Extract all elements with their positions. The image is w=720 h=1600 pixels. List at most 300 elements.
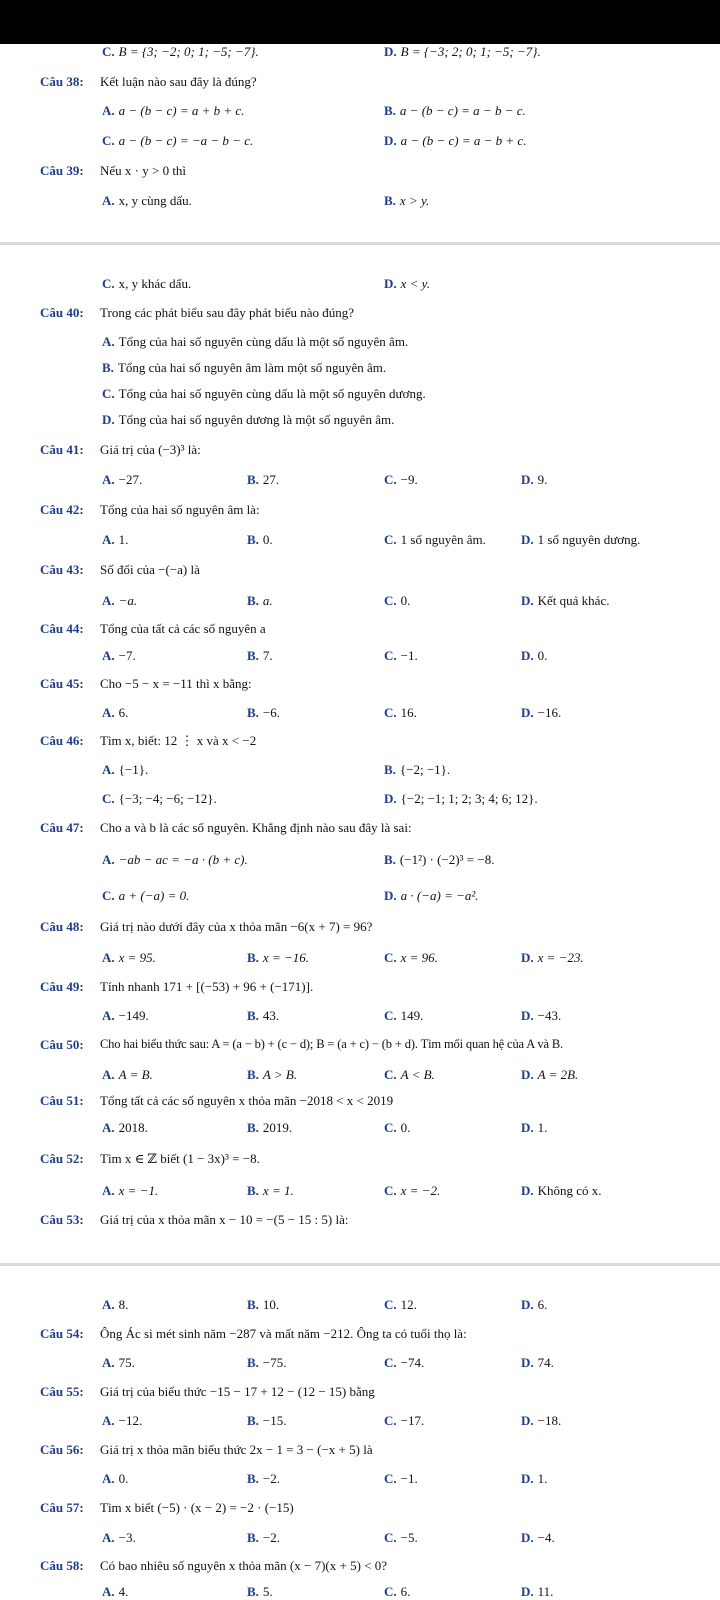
option-b[interactable] (247, 950, 309, 966)
option-text: A < B. (400, 1067, 435, 1082)
option-letter: C. (384, 1008, 397, 1023)
option-text: 27. (262, 472, 280, 487)
question-text: Nếu x · y > 0 thì (100, 163, 187, 178)
option-text: −15. (262, 1413, 287, 1428)
option-a[interactable] (102, 852, 248, 868)
question-label: Câu 58: (40, 1558, 84, 1573)
question-label: Câu 51: (40, 1093, 84, 1108)
option-text: x = 1. (262, 1183, 294, 1198)
option-a[interactable] (102, 1067, 153, 1083)
option-text: x = −16. (262, 950, 309, 965)
option-letter: A. (102, 1120, 115, 1135)
option-text: (−1²) · (−2)³ = −8. (399, 852, 495, 867)
option-text: 7. (262, 648, 273, 663)
option-b[interactable] (247, 1183, 294, 1199)
option-letter: B. (384, 193, 396, 208)
option-text: {−2; −1}. (399, 762, 451, 777)
option-b[interactable] (384, 193, 429, 209)
option-letter: C. (102, 888, 115, 903)
option-text: −43. (537, 1008, 562, 1023)
option-text: 6. (118, 705, 129, 720)
option-letter: C. (384, 648, 397, 663)
option-b[interactable] (384, 852, 494, 868)
option-text: 9. (537, 472, 548, 487)
option-c[interactable] (102, 276, 191, 292)
option-a[interactable] (102, 950, 156, 966)
option-b[interactable] (384, 762, 450, 778)
question-label: Câu 54: (40, 1326, 84, 1341)
option-letter: D. (521, 1530, 534, 1545)
option-letter: C. (384, 1584, 397, 1599)
option-c[interactable] (384, 648, 418, 664)
option-c[interactable] (384, 1530, 418, 1546)
page-divider (0, 242, 720, 245)
option-d[interactable] (384, 133, 526, 149)
option-letter: D. (521, 1413, 534, 1428)
option-letter: C. (384, 1355, 397, 1370)
option-letter: C. (102, 386, 115, 401)
question-text: Ông Ác si mét sinh năm −287 và mất năm −212. Ông ta có tuổi thọ là: (100, 1326, 467, 1341)
option-d[interactable] (521, 705, 561, 721)
question-text: Trong các phát biểu sau đây phát biểu nào đúng? (100, 305, 355, 320)
option-a[interactable] (102, 1584, 128, 1600)
option-text: x, y cùng dấu. (118, 193, 192, 208)
question-label: Câu 46: (40, 733, 84, 748)
option-c[interactable] (102, 386, 426, 402)
option-d[interactable] (521, 472, 547, 488)
question-label: Câu 49: (40, 979, 84, 994)
option-text: x = 96. (400, 950, 438, 965)
option-text: −ab − ac = −a · (b + c). (118, 852, 248, 867)
option-text: A = 2B. (537, 1067, 579, 1082)
option-letter: B. (247, 1530, 259, 1545)
option-d[interactable] (521, 1413, 561, 1429)
option-text: −4. (537, 1530, 555, 1545)
option-letter: B. (247, 593, 259, 608)
option-letter: D. (384, 44, 397, 59)
option-letter: D. (102, 412, 115, 427)
option-c[interactable] (384, 1471, 418, 1487)
option-letter: D. (521, 1067, 534, 1082)
question-label: Câu 57: (40, 1500, 84, 1515)
option-text: −17. (400, 1413, 425, 1428)
option-a[interactable] (102, 472, 142, 488)
option-text: x = −2. (400, 1183, 441, 1198)
option-letter: C. (384, 472, 397, 487)
option-letter: B. (247, 950, 259, 965)
option-letter: D. (521, 1008, 534, 1023)
option-b[interactable] (247, 593, 273, 609)
option-a[interactable] (102, 334, 408, 350)
option-letter: B. (247, 532, 259, 547)
option-letter: D. (521, 648, 534, 663)
option-letter: B. (247, 1183, 259, 1198)
option-letter: C. (102, 133, 115, 148)
option-c[interactable] (384, 1297, 417, 1313)
option-d[interactable] (384, 791, 538, 807)
option-text: −7. (118, 648, 136, 663)
option-letter: B. (247, 1471, 259, 1486)
question-label: Câu 43: (40, 562, 84, 577)
question-label: Câu 50: (40, 1037, 84, 1052)
option-text: 1. (537, 1471, 548, 1486)
option-text: −6. (262, 705, 281, 720)
option-text: x = −23. (537, 950, 584, 965)
option-text: 0. (400, 593, 411, 608)
option-text: x > y. (399, 193, 430, 208)
option-text: −9. (400, 472, 418, 487)
option-letter: D. (384, 791, 397, 806)
question-text: Cho −5 − x = −11 thì x bằng: (100, 676, 252, 691)
option-b[interactable] (247, 1120, 292, 1136)
option-text: 16. (400, 705, 417, 720)
option-text: {−2; −1; 1; 2; 3; 4; 6; 12}. (400, 791, 538, 806)
option-letter: D. (521, 532, 534, 547)
option-text: 1. (537, 1120, 548, 1135)
option-a[interactable] (102, 593, 137, 609)
option-d[interactable] (521, 1120, 547, 1136)
option-c[interactable] (384, 705, 417, 721)
option-letter: C. (384, 1530, 397, 1545)
option-letter: A. (102, 1471, 115, 1486)
option-letter: D. (384, 276, 397, 291)
question-text: Tính nhanh 171 + [(−53) + 96 + (−171)]. (100, 979, 314, 994)
option-d[interactable] (521, 1067, 578, 1083)
option-letter: C. (102, 791, 115, 806)
option-b[interactable] (247, 532, 273, 548)
option-text: −3. (118, 1530, 136, 1545)
option-text: −2. (262, 1471, 281, 1486)
option-letter: A. (102, 593, 115, 608)
question-text: Tổng của hai số nguyên âm là: (100, 502, 260, 517)
option-letter: D. (521, 1584, 534, 1599)
option-text: 149. (400, 1008, 424, 1023)
option-d[interactable] (521, 532, 640, 548)
option-b[interactable] (247, 1008, 279, 1024)
option-c[interactable] (384, 1067, 435, 1083)
question-label: Câu 42: (40, 502, 84, 517)
option-letter: D. (521, 1297, 534, 1312)
option-letter: D. (521, 1120, 534, 1135)
option-d[interactable] (521, 1183, 602, 1199)
option-text: 74. (537, 1355, 554, 1370)
option-b[interactable] (247, 1413, 287, 1429)
option-b[interactable] (247, 1471, 280, 1487)
option-text: a − (b − c) = a − b + c. (400, 133, 527, 148)
option-text: −16. (537, 705, 562, 720)
option-c[interactable] (384, 1183, 440, 1199)
option-d[interactable] (521, 648, 547, 664)
option-letter: A. (102, 1183, 115, 1198)
option-a[interactable] (102, 1120, 148, 1136)
option-text: a − (b − c) = −a − b − c. (118, 133, 254, 148)
option-letter: B. (384, 852, 396, 867)
question-label: Câu 56: (40, 1442, 84, 1457)
option-b[interactable] (247, 1584, 273, 1600)
option-text: −2. (262, 1530, 281, 1545)
option-letter: A. (102, 1413, 115, 1428)
question-text: Tìm x, biết: 12 ⋮ x và x < −2 (100, 733, 257, 748)
option-text: Tổng của hai số nguyên dương là một số nguyên âm. (118, 412, 395, 427)
option-letter: B. (247, 1120, 259, 1135)
option-letter: C. (384, 1413, 397, 1428)
option-letter: D. (521, 593, 534, 608)
option-text: 2018. (118, 1120, 148, 1135)
option-text: 12. (400, 1297, 417, 1312)
option-text: −5. (400, 1530, 418, 1545)
option-c[interactable] (384, 1120, 410, 1136)
question-label: Câu 52: (40, 1151, 84, 1166)
option-letter: A. (102, 705, 115, 720)
option-text: 4. (118, 1584, 129, 1599)
option-letter: D. (384, 133, 397, 148)
option-c[interactable] (384, 1584, 410, 1600)
option-b[interactable] (102, 360, 386, 376)
option-letter: B. (247, 648, 259, 663)
option-c[interactable] (384, 472, 418, 488)
option-text: −74. (400, 1355, 425, 1370)
option-a[interactable] (102, 1471, 128, 1487)
question-text: Giá trị của (−3)³ là: (100, 442, 201, 457)
option-letter: B. (247, 1413, 259, 1428)
question-label: Câu 53: (40, 1212, 84, 1227)
question-text: Tìm x ∈ ℤ biết (1 − 3x)³ = −8. (100, 1151, 260, 1166)
option-text: 8. (118, 1297, 129, 1312)
option-letter: C. (102, 276, 115, 291)
option-d[interactable] (521, 1355, 554, 1371)
question-text: Cho a và b là các số nguyên. Khẳng định nào sau đây là sai: (100, 820, 412, 835)
option-text: 10. (262, 1297, 280, 1312)
question-text: Kết luận nào sau đây là đúng? (100, 74, 257, 89)
option-letter: D. (521, 950, 534, 965)
option-letter: A. (102, 1067, 115, 1082)
question-label: Câu 40: (40, 305, 84, 320)
question-label: Câu 48: (40, 919, 84, 934)
option-c[interactable] (384, 1413, 424, 1429)
question-text: Cho hai biểu thức sau: A = (a − b) + (c − d); B = (a + c) − (b + d). Tìm mối quan hệ của A và B. (100, 1037, 564, 1051)
option-d[interactable] (384, 44, 541, 60)
option-c[interactable] (384, 1355, 424, 1371)
option-text: 0. (262, 532, 273, 547)
option-letter: C. (384, 1067, 397, 1082)
option-text: B = {3; −2; 0; 1; −5; −7}. (118, 44, 259, 59)
option-letter: C. (102, 44, 115, 59)
option-text: Không có x. (537, 1183, 602, 1198)
question-text: Số đối của −(−a) là (100, 562, 200, 577)
option-text: −12. (118, 1413, 143, 1428)
option-c[interactable] (102, 133, 253, 149)
question-label: Câu 39: (40, 163, 84, 178)
option-text: 75. (118, 1355, 135, 1370)
option-a[interactable] (102, 1530, 136, 1546)
option-text: −149. (118, 1008, 149, 1023)
option-letter: A. (102, 1530, 115, 1545)
option-b[interactable] (247, 1297, 279, 1313)
option-a[interactable] (102, 532, 128, 548)
option-text: a. (262, 593, 273, 608)
question-text: Giá trị x thỏa mãn biểu thức 2x − 1 = 3 − (−x + 5) là (100, 1442, 373, 1457)
option-d[interactable] (384, 276, 430, 292)
option-text: {−3; −4; −6; −12}. (118, 791, 217, 806)
question-text: Giá trị của x thỏa mãn x − 10 = −(5 − 15 : 5) là: (100, 1212, 349, 1227)
question-label: Câu 47: (40, 820, 84, 835)
option-text: a − (b − c) = a − b − c. (399, 103, 526, 118)
option-a[interactable] (102, 1413, 142, 1429)
option-letter: A. (102, 852, 115, 867)
option-letter: C. (384, 1120, 397, 1135)
option-a[interactable] (102, 1008, 149, 1024)
option-a[interactable] (102, 705, 128, 721)
option-d[interactable] (384, 888, 479, 904)
option-text: Kết quả khác. (537, 593, 610, 608)
option-letter: B. (384, 762, 396, 777)
option-letter: B. (247, 1297, 259, 1312)
option-text: A = B. (118, 1067, 153, 1082)
question-label: Câu 55: (40, 1384, 84, 1399)
option-text: −18. (537, 1413, 562, 1428)
option-text: 0. (537, 648, 548, 663)
option-letter: B. (247, 1355, 259, 1370)
option-text: −75. (262, 1355, 287, 1370)
option-b[interactable] (247, 1355, 287, 1371)
option-text: 1 số nguyên âm. (400, 532, 486, 547)
option-letter: D. (521, 1471, 534, 1486)
option-d[interactable] (521, 1584, 553, 1600)
option-text: a − (b − c) = a + b + c. (118, 103, 245, 118)
option-c[interactable] (384, 532, 486, 548)
option-b[interactable] (384, 103, 526, 119)
option-c[interactable] (384, 593, 410, 609)
question-label: Câu 45: (40, 676, 84, 691)
option-text: 1 số nguyên dương. (537, 532, 641, 547)
option-b[interactable] (247, 648, 273, 664)
option-letter: B. (102, 360, 114, 375)
option-letter: C. (384, 1297, 397, 1312)
option-letter: A. (102, 472, 115, 487)
option-b[interactable] (247, 705, 280, 721)
option-letter: A. (102, 193, 115, 208)
option-text: 1. (118, 532, 129, 547)
option-text: Tổng của hai số nguyên âm làm một số nguyên âm. (117, 360, 387, 375)
option-text: Tổng của hai số nguyên cùng dấu là một số nguyên dương. (118, 386, 426, 401)
option-letter: C. (384, 1183, 397, 1198)
option-d[interactable] (102, 412, 394, 428)
option-letter: C. (384, 1471, 397, 1486)
option-b[interactable] (247, 472, 279, 488)
option-text: x < y. (400, 276, 430, 291)
option-letter: D. (521, 472, 534, 487)
option-text: A > B. (262, 1067, 298, 1082)
option-text: B = {−3; 2; 0; 1; −5; −7}. (400, 44, 541, 59)
option-letter: A. (102, 334, 115, 349)
option-letter: A. (102, 950, 115, 965)
option-text: x = −1. (118, 1183, 159, 1198)
option-b[interactable] (247, 1067, 297, 1083)
option-a[interactable] (102, 1355, 135, 1371)
option-letter: D. (521, 1355, 534, 1370)
option-letter: A. (102, 103, 115, 118)
option-d[interactable] (521, 1530, 555, 1546)
option-text: 0. (400, 1120, 411, 1135)
option-letter: B. (247, 1584, 259, 1599)
option-c[interactable] (102, 791, 217, 807)
option-a[interactable] (102, 1297, 128, 1313)
option-letter: B. (247, 1008, 259, 1023)
option-letter: C. (384, 950, 397, 965)
option-letter: C. (384, 705, 397, 720)
question-text: Có bao nhiêu số nguyên x thỏa mãn (x − 7)(x + 5) < 0? (100, 1558, 387, 1573)
option-d[interactable] (521, 1008, 561, 1024)
question-text: Tổng tất cả các số nguyên x thỏa mãn −2018 < x < 2019 (100, 1093, 394, 1108)
option-letter: A. (102, 1008, 115, 1023)
option-text: a · (−a) = −a². (400, 888, 479, 903)
option-letter: C. (384, 593, 397, 608)
option-d[interactable] (521, 1297, 547, 1313)
option-text: −1. (400, 648, 418, 663)
option-text: 11. (537, 1584, 554, 1599)
option-letter: A. (102, 762, 115, 777)
question-label: Câu 44: (40, 621, 84, 636)
question-label: Câu 41: (40, 442, 84, 457)
option-a[interactable] (102, 1183, 158, 1199)
option-text: 0. (118, 1471, 129, 1486)
option-text: x, y khác dấu. (118, 276, 192, 291)
option-d[interactable] (521, 593, 609, 609)
option-letter: C. (384, 532, 397, 547)
option-c[interactable] (102, 888, 189, 904)
option-letter: B. (247, 705, 259, 720)
option-d[interactable] (521, 950, 584, 966)
question-text: Giá trị của biểu thức −15 − 17 + 12 − (12 − 15) bằng (100, 1384, 375, 1399)
question-label: Câu 38: (40, 74, 84, 89)
option-text: 43. (262, 1008, 280, 1023)
option-text: x = 95. (118, 950, 156, 965)
option-a[interactable] (102, 103, 244, 119)
option-letter: D. (384, 888, 397, 903)
option-letter: A. (102, 1297, 115, 1312)
option-letter: D. (521, 1183, 534, 1198)
option-b[interactable] (247, 1530, 280, 1546)
option-letter: B. (384, 103, 396, 118)
option-a[interactable] (102, 193, 192, 209)
option-letter: A. (102, 532, 115, 547)
question-text: Giá trị nào dưới đây của x thỏa mãn −6(x + 7) = 96? (100, 919, 373, 934)
option-letter: B. (247, 1067, 259, 1082)
option-a[interactable] (102, 648, 136, 664)
option-text: a + (−a) = 0. (118, 888, 190, 903)
option-text: −a. (118, 593, 138, 608)
option-c[interactable] (102, 44, 259, 60)
top-status-bar (0, 0, 720, 44)
option-d[interactable] (521, 1471, 547, 1487)
option-text: 5. (262, 1584, 273, 1599)
option-letter: A. (102, 1355, 115, 1370)
option-text: {−1}. (118, 762, 149, 777)
option-text: Tổng của hai số nguyên cùng dấu là một số nguyên âm. (118, 334, 409, 349)
option-a[interactable] (102, 762, 148, 778)
question-text: Tổng của tất cả các số nguyên a (100, 621, 266, 636)
question-text: Tìm x biết (−5) · (x − 2) = −2 · (−15) (100, 1500, 294, 1515)
option-letter: B. (247, 472, 259, 487)
option-c[interactable] (384, 1008, 423, 1024)
option-letter: A. (102, 1584, 115, 1599)
option-letter: D. (521, 705, 534, 720)
option-text: 2019. (262, 1120, 293, 1135)
option-c[interactable] (384, 950, 438, 966)
option-text: −27. (118, 472, 143, 487)
option-text: 6. (537, 1297, 548, 1312)
page-divider (0, 1263, 720, 1266)
